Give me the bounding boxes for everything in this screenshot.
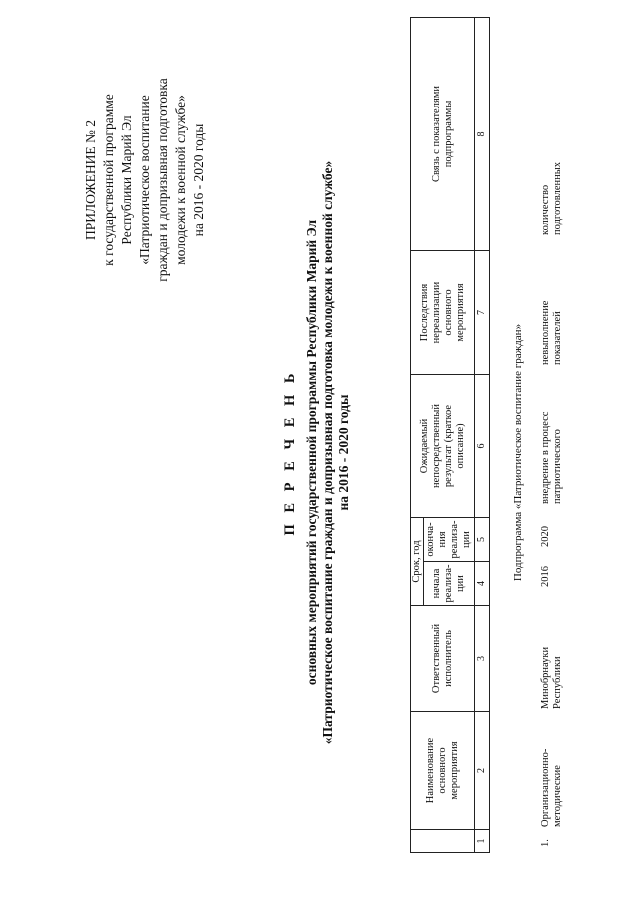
header-text: Последствия — [418, 283, 430, 342]
row-text: количество — [540, 184, 551, 235]
row-text: Республики — [552, 656, 563, 709]
column-number: 5 — [475, 518, 490, 562]
header-text: описание) — [454, 423, 466, 469]
appendix-line: «Патриотическое воспитание — [137, 95, 152, 265]
header-text: мероприятия — [448, 741, 460, 800]
column-number: 8 — [475, 18, 490, 251]
column-number-row — [475, 18, 490, 853]
column-number: 3 — [475, 606, 490, 712]
header-cell-end — [424, 518, 475, 562]
program-period: на 2016 - 2020 годы — [336, 394, 351, 511]
row-text: показателей — [552, 311, 563, 365]
header-text: Ответственный — [430, 623, 442, 694]
row-executor — [540, 647, 564, 709]
header-text: начала — [431, 568, 442, 599]
appendix-line: ПРИЛОЖЕНИЕ № 2 — [83, 119, 98, 241]
row-text: невыполнение — [540, 300, 551, 365]
header-text: подпрограммы — [442, 100, 454, 168]
header-text: ции — [461, 531, 472, 548]
header-text: реализа- — [443, 564, 454, 603]
row-result — [540, 412, 564, 504]
row-text: подготовленных — [552, 161, 563, 235]
appendix-line: молодежи к военной службе» — [173, 95, 188, 265]
column-number: 2 — [475, 712, 490, 830]
header-cell-term: Срок, год — [411, 518, 424, 606]
header-text: Наименование — [424, 737, 436, 804]
subprogram-heading: Подпрограмма «Патриотическое воспитание граждан» — [512, 323, 524, 582]
measures-table — [410, 17, 490, 853]
row-text: патриотического — [552, 429, 563, 504]
header-cell-link — [411, 18, 475, 251]
row-consequences — [540, 301, 564, 365]
header-text: нереализации — [430, 281, 442, 344]
header-text: ния — [437, 531, 448, 548]
row-link — [540, 162, 564, 235]
row-end-year: 2020 — [540, 526, 551, 547]
header-text: результат (краткое — [442, 404, 454, 488]
header-cell-consequences — [411, 251, 475, 375]
appendix-line: на 2016 - 2020 годы — [191, 123, 206, 237]
header-text: основного — [436, 747, 448, 794]
header-text: оконча- — [425, 522, 436, 557]
row-number: 1. — [540, 839, 551, 847]
row-name — [540, 749, 564, 827]
header-text: основного — [442, 289, 454, 336]
row-text: Организационно- — [540, 748, 551, 827]
header-text: Ожидаемый — [418, 418, 430, 474]
column-number: 7 — [475, 251, 490, 375]
row-start-year: 2016 — [540, 566, 551, 587]
column-number: 4 — [475, 562, 490, 606]
header-text: Связь с показателями — [430, 85, 442, 183]
header-cell-name — [411, 712, 475, 830]
program-name: «Патриотическое воспитание граждан и допризывная подготовка молодежи к военной службе» — [320, 160, 335, 745]
document-title: П Е Р Е Ч Е Н Ь — [282, 369, 298, 536]
column-number: 1 — [475, 830, 490, 853]
table-header-row — [411, 18, 424, 853]
row-text: внедрение в процесс — [540, 411, 551, 504]
appendix-header — [82, 10, 208, 350]
header-cell-start — [424, 562, 475, 606]
column-number: 6 — [475, 375, 490, 518]
header-text: реализа- — [449, 520, 460, 559]
appendix-line: к государственной программе — [101, 94, 116, 266]
header-cell-result — [411, 375, 475, 518]
row-text: методические — [552, 765, 563, 827]
row-text: Минобрнауки — [540, 646, 551, 709]
document-subtitle: основных мероприятий государственной программы Республики Марий Эл — [304, 219, 319, 686]
header-cell-executor — [411, 606, 475, 712]
header-text: исполнитель — [442, 630, 454, 687]
header-text: непосредственный — [430, 404, 442, 488]
appendix-line: граждан и допризывная подготовка — [155, 78, 170, 282]
header-text: ции — [455, 575, 466, 592]
header-cell-number — [411, 830, 475, 853]
appendix-line: Республики Марий Эл — [119, 115, 134, 245]
header-text: мероприятия — [454, 283, 466, 342]
